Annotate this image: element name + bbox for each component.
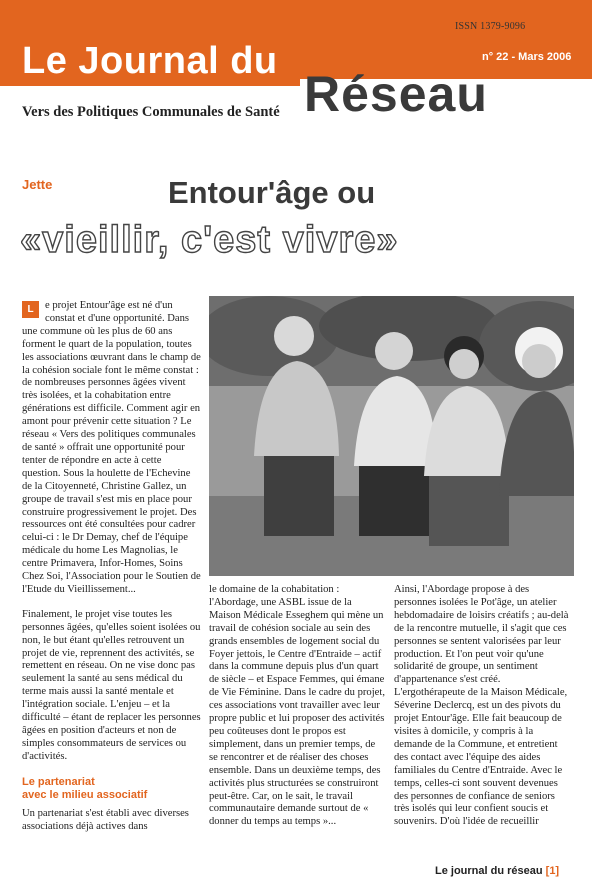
article-paragraph: Finalement, le projet vise toutes les personnes âgées, qu'elles soient isolées ou non, le but étant qu'elles retrouvent un projet de vie, reprennent des activités, se remettent en réseau. On ne vise donc pas seulement la santé au sens médical du terme mais aussi la santé mentale et l'intégration sociale. L'enjeu – et la difficulté – étant de replacer les personnes âgées en position d'acteurs et non de simples consommateurs de services ou d'activités.	[22, 608, 201, 762]
masthead-line1: Le Journal du	[22, 40, 278, 82]
issn-number: ISSN 1379-9096	[455, 21, 526, 32]
article-title-line2: «vieillir, c'est vivre»	[20, 219, 399, 261]
issue-number: n° 22 - Mars 2006	[482, 51, 572, 63]
article-paragraph: Un partenariat s'est établi avec diverses associations déjà actives dans	[22, 807, 189, 832]
paragraph-text: e projet Entour'âge est né d'un constat et d'une opportunité. Dans une commune où les plus de 60 ans forment le quart de la population, toutes les associations œuvrant dans le champ de la cohésion sociale font le même constat : de nombreuses personnes âgées vivent très isolées, et la cohabitation entre générations est difficile. Comment agir en amont pour prévenir cette situation ? Le réseau « Vers des politiques communales de santé » offrait une opportunité pour tenter de répondre en acte à cette question. Sous la houlette de l'Echevine de la Citoyenneté, Christine Gallez, un groupe de travail s'est mis en place pour construire progressivement le projet. Des ressources ont été consultées pour cadrer celui-ci : le Dr Demay, chef de l'équipe médicale du home Les Magnolias, le centre Primavera, Infor-Homes, Soins Chez Soi, l'Association pour le Soutien de l'Etude du Vieillissement...	[22, 300, 201, 595]
footer-label: Le journal du réseau	[435, 865, 543, 877]
masthead-line2: Réseau	[304, 66, 488, 122]
drop-cap: L	[22, 301, 39, 318]
page-footer	[435, 865, 559, 877]
article-paragraph: le domaine de la cohabitation : l'Abordage, une ASBL issue de la Maison Médicale Esseghem qui mène un travail de cohésion sociale au sein des grands ensembles de logement social du Foyer jettois, le Centre d'Entraide – actif dans la commune depuis plus d'un quart de siècle – et Espace Femmes, qui émane de Vie Féminine. Dans le cadre du projet, ces associations vont travailler avec leur propre public et lui proposer des activités peu coûteuses dont le propos est simplement, dans un premier temps, de se rencontrer et de réaliser des choses ensemble. Dans un deuxième temps, des activités plus structurées se construiront peut-être. Car, on le sait, le travail communautaire demande surtout de « donner du temps au temps »...	[209, 584, 385, 828]
article-column-2	[209, 584, 385, 841]
article-photo	[209, 296, 574, 576]
masthead-tagline: Vers des Politiques Communales de Santé	[22, 104, 280, 120]
article-subheading	[22, 776, 202, 802]
article-column-1	[22, 300, 202, 846]
subheading-line2: avec le milieu associatif	[22, 788, 148, 801]
article-paragraph: Ainsi, l'Abordage propose à des personnes isolées le Pot'âge, un atelier hebdomadaire de loisirs créatifs ; au-delà de la rencontre mutuelle, il s'agit que ces personnes se sentent valorisées par leur production. Et l'on peut voir qu'une solidarité de groupe, un sentiment d'appartenance s'est créé. L'ergothérapeute de la Maison Médicale, Séverine Declercq, est un des pivots du projet Entour'âge. Elle fait beaucoup de visites à domicile, y compris à la demande de la Commune, et entretient des contact avec l'équipe des aides familiales du Centre d'Entraide. Avec le temps, celles-ci sont souvent devenues des personnes de confiance de seniors très isolés qui leur confient soucis et souvenirs. D'où l'idée de recueillir	[394, 584, 569, 828]
photo-illustration	[209, 296, 574, 576]
article-paragraph	[22, 300, 202, 597]
page-number: [1]	[545, 865, 560, 877]
article-location: Jette	[22, 177, 53, 192]
subheading-line1: Le partenariat	[22, 775, 95, 788]
article-column-3	[394, 584, 570, 841]
article-title-line1: Entour'âge ou	[168, 175, 376, 210]
